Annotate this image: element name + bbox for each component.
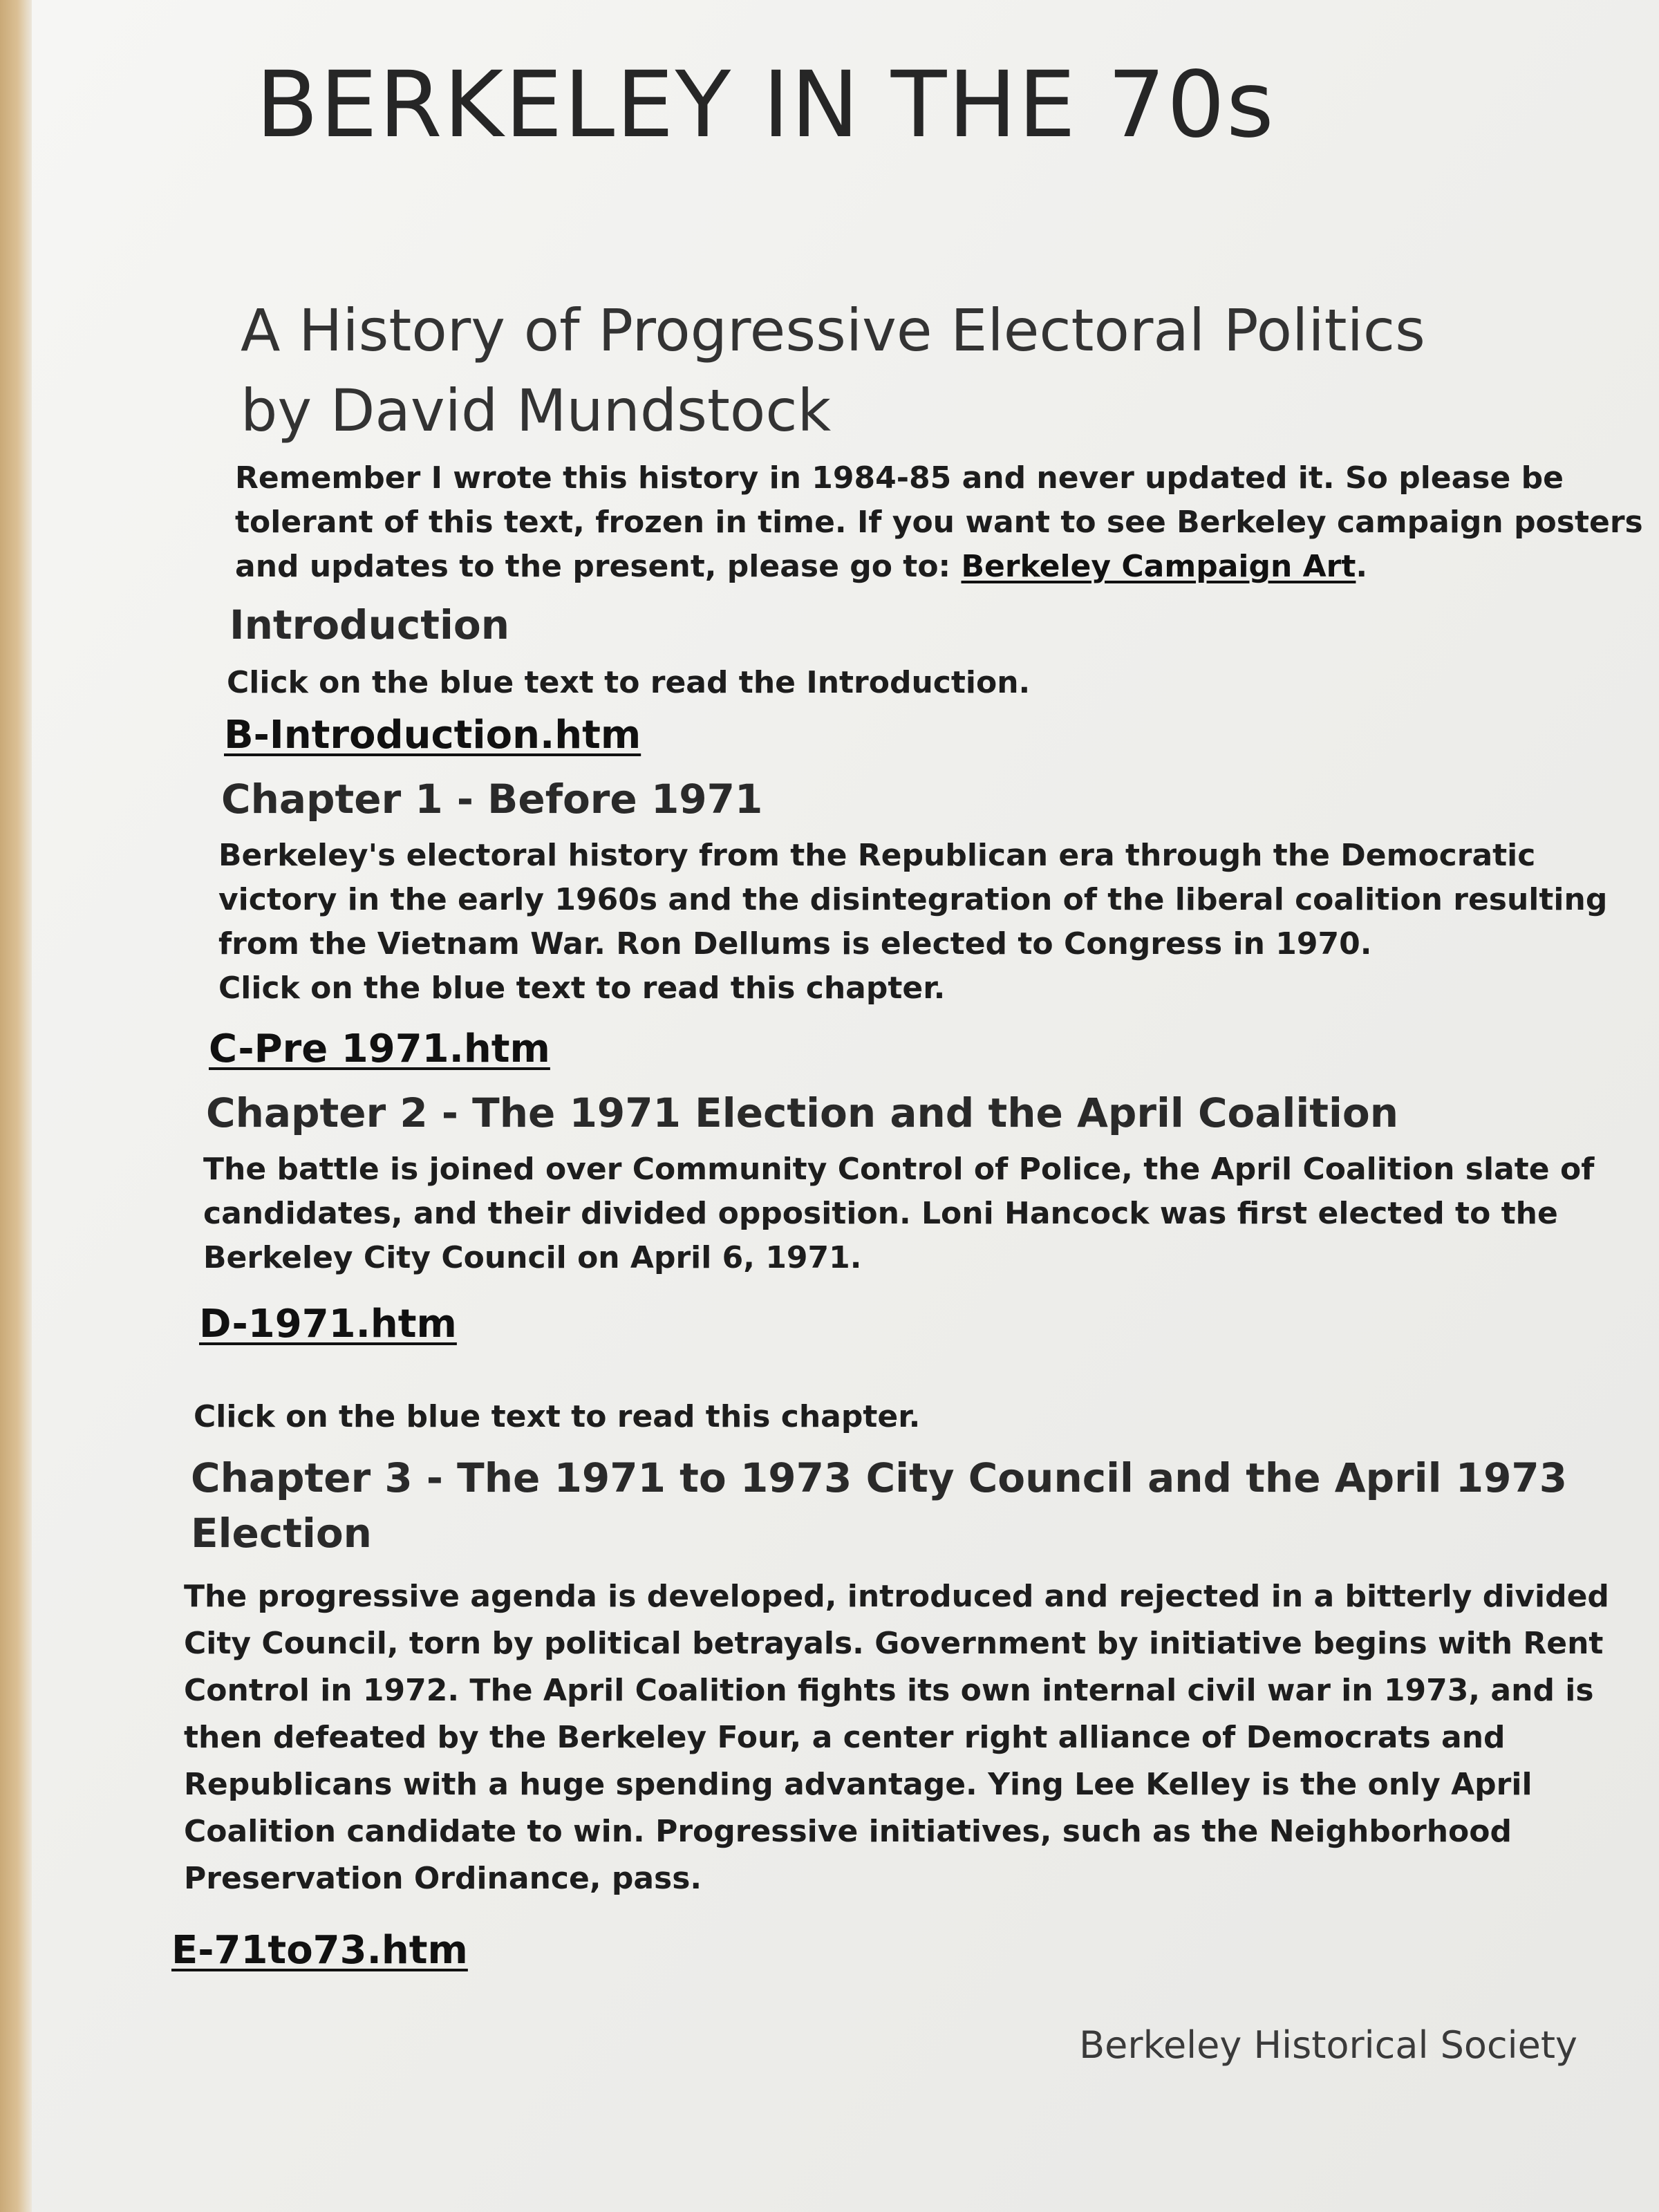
chapter-1-line: victory in the early 1960s and the disintegration of the liberal coalition resulting	[218, 882, 1608, 917]
intro-note	[235, 456, 1643, 589]
campaign-art-link[interactable]: Berkeley Campaign Art	[961, 549, 1356, 584]
intro-note-suffix: .	[1356, 549, 1368, 584]
intro-note-prefix: and updates to the present, please go to:	[235, 549, 962, 584]
chapter-1-line: Berkeley's electoral history from the Republican era through the Democratic	[218, 838, 1536, 873]
intro-note-line: Remember I wrote this history in 1984-85 and never updated it. So please be	[235, 460, 1564, 496]
chapter-1-line: from the Vietnam War. Ron Dellums is elected to Congress in 1970.	[218, 926, 1372, 962]
chapter-2-line: The battle is joined over Community Control of Police, the April Coalition slate of	[203, 1152, 1595, 1187]
subtitle-line: A History of Progressive Electoral Politics	[241, 297, 1425, 364]
chapter-3-heading	[191, 1450, 1567, 1561]
introduction-heading: Introduction	[229, 601, 509, 648]
chapter-1-description	[218, 834, 1607, 1011]
page-subtitle	[241, 290, 1425, 451]
chapter-2-instruction: Click on the blue text to read this chapter.	[194, 1399, 921, 1434]
chapter-3-line: then defeated by the Berkeley Four, a center right alliance of Democrats and	[184, 1720, 1506, 1755]
chapter-3-line: The progressive agenda is developed, introduced and rejected in a bitterly divided	[184, 1579, 1609, 1614]
chapter-3-line: Coalition candidate to win. Progressive initiatives, such as the Neighborhood	[184, 1814, 1512, 1849]
introduction-link[interactable]: B-Introduction.htm	[224, 713, 641, 758]
chapter-1-instruction: Click on the blue text to read this chapter.	[218, 971, 946, 1006]
footer-credit: Berkeley Historical Society	[1079, 2023, 1577, 2067]
chapter-2-heading: Chapter 2 - The 1971 Election and the April Coalition	[206, 1089, 1399, 1136]
chapter-1-heading: Chapter 1 - Before 1971	[221, 776, 763, 823]
chapter-2-description	[203, 1147, 1594, 1280]
chapter-2-link[interactable]: D-1971.htm	[199, 1302, 457, 1347]
chapter-3-description	[184, 1573, 1609, 1902]
paper-edge	[0, 0, 32, 2212]
chapter-3-heading-line: Chapter 3 - The 1971 to 1973 City Council and the April 1973	[191, 1454, 1568, 1501]
author-line: by David Mundstock	[241, 377, 832, 444]
chapter-3-link[interactable]: E-71to73.htm	[171, 1928, 468, 1973]
intro-note-line	[235, 545, 1643, 589]
page-title: BERKELEY IN THE 70s	[256, 52, 1275, 158]
chapter-1-link[interactable]: C-Pre 1971.htm	[209, 1027, 550, 1071]
chapter-3-line: Preservation Ordinance, pass.	[184, 1861, 702, 1896]
introduction-instruction: Click on the blue text to read the Introduction.	[227, 665, 1031, 700]
chapter-3-heading-line: Election	[191, 1510, 372, 1557]
chapter-2-line: Berkeley City Council on April 6, 1971.	[203, 1240, 862, 1275]
chapter-3-line: Control in 1972. The April Coalition fights its own internal civil war in 1973, and is	[184, 1673, 1594, 1708]
chapter-3-line: Republicans with a huge spending advantage. Ying Lee Kelley is the only April	[184, 1767, 1533, 1802]
chapter-2-line: candidates, and their divided opposition. Loni Hancock was first elected to the	[203, 1196, 1558, 1231]
chapter-3-line: City Council, torn by political betrayals. Government by initiative begins with Rent	[184, 1626, 1604, 1661]
intro-note-line: tolerant of this text, frozen in time. If you want to see Berkeley campaign posters	[235, 505, 1643, 540]
